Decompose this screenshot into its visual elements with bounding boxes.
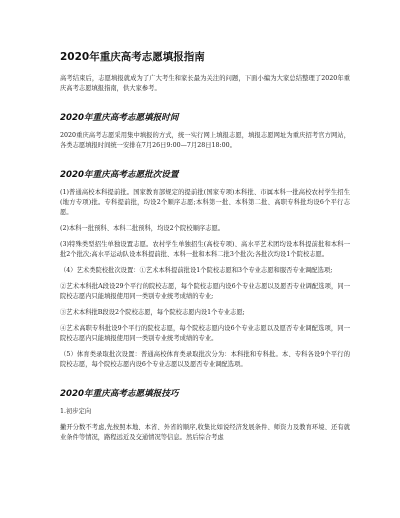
section-schedule [60, 112, 350, 151]
section-paragraph: (3)特殊类型招生单独设置志愿。农村学生单独招生(高校专项)、高水平艺术团均设本科提前批和本科一批2个批次;高水平运动队设本科提前批、本科一批和本科二批3个批次;各批次均设1个院校志愿。 [60, 241, 350, 258]
section-batches [60, 169, 350, 370]
intro-paragraph: 高考结束后，志愿填报就成为了广大考生和家长最为关注的问题，下面小编为大家总结整理了2020年重庆高考志愿填报指南，供大家参考。 [60, 75, 350, 92]
section-heading: 2020年重庆高考志愿填报技巧 [60, 389, 179, 399]
section-heading: 2020年重庆高考志愿批次设置 [60, 170, 179, 180]
section-paragraph: (1)普通高校本科提前批。国家教育部规定的提前批(国家专项)本科批、市属本科一批高校农村学生招生(地方专项)批。专科提前批，均设2个顺序志愿;本科第一批、本科第二批、高职专科批均设6个平行志愿。 [60, 189, 350, 216]
section-paragraph: (2)本科一批预科、本科二批预科，均设2个院校顺序志愿。 [60, 225, 225, 232]
section-paragraph: 撇开分数不考虑,先按照本地、本省、外省的顺序,收集比如说经济发展条件、师资力及教育环境、还有就业条件等情况，路程远近及交通情况等信息。然后综合考虑 [60, 424, 350, 441]
section-paragraph: （4）艺术类院校批次设置：①艺术本科提前批设1个院校志愿和3个专业志愿和服否专业调配选项; [60, 267, 333, 274]
section-paragraph: ②艺术本科批A段设29个平行的院校志愿，每个院校志愿内设6个专业志愿以及愿否专业调配选项，同一院校志愿内只能填报使用同一类别专业统考成绩的专业; [60, 283, 350, 300]
section-paragraph: （5）体育类录取批次设置：普通高校体育类录取批次分为：本科批和专科批。本、专科各设9个平行的院校志愿，每个院校志愿内设6个专业志愿以及愿否专业调配选项。 [60, 351, 350, 368]
section-paragraph: 2020重庆高考志愿采用集中填报的方式，统一实行网上填报志愿，填报志愿网址为重庆招考官方网站，各类志愿填报时间统一安排在7月26日9:00—7月28日18:00。 [60, 132, 350, 149]
section-heading: 2020年重庆高考志愿填报时间 [60, 113, 179, 123]
section-paragraph: ③艺术本科批B段设2个院校志愿，每个院校志愿内设1个专业志愿; [60, 309, 245, 316]
section-tips [60, 388, 350, 443]
page-title: 2020年重庆高考志愿填报指南 [60, 51, 205, 63]
section-paragraph: ④艺术高职专科批设9个平行的院校志愿，每个院校志愿内设6个专业志愿以及愿否专业调配选项，同一院校志愿内只能填报使用同一类别专业统考成绩的专业。 [60, 325, 350, 342]
section-subheading: 1.初步定向 [60, 408, 92, 415]
